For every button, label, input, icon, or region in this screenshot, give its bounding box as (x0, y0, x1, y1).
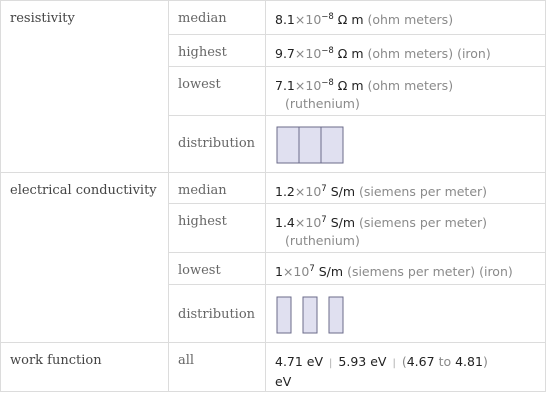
distribution-bar (329, 297, 343, 333)
distribution-bar (277, 297, 291, 333)
property-label-resistivity: resistivity (1, 1, 169, 173)
separator: | (329, 358, 333, 369)
property-label-conductivity: electrical conductivity (1, 173, 169, 343)
sub-label: median (169, 1, 266, 35)
unit-long: (ohm meters) (367, 78, 454, 93)
distribution-cell (266, 116, 546, 173)
exponent: 7 (321, 184, 327, 194)
unit-long: (ohm meters) (367, 46, 454, 61)
value-cell (266, 67, 546, 116)
table-row (1, 173, 546, 204)
sub-label: lowest (169, 253, 266, 285)
exponent: −8 (321, 46, 334, 56)
unit: eV (275, 374, 292, 389)
distribution-bar (277, 127, 299, 163)
separator: | (392, 358, 396, 369)
unit-long: (siemens per meter) (359, 184, 488, 199)
table-row (1, 1, 546, 35)
sub-label: highest (169, 204, 266, 253)
distribution-chart (275, 125, 347, 165)
unit: Ω m (337, 46, 364, 61)
distribution-bar (321, 127, 343, 163)
value-cell (266, 35, 546, 67)
sub-label: all (169, 343, 266, 392)
mantissa: 8.1 (275, 12, 295, 27)
unit: S/m (330, 215, 356, 230)
paren: ) (482, 354, 488, 369)
times-ten: ×10 (294, 46, 322, 61)
sub-label: highest (169, 35, 266, 67)
sub-label: median (169, 173, 266, 204)
exponent: −8 (321, 12, 334, 22)
value-cell (266, 173, 546, 204)
sub-label: lowest (169, 67, 266, 116)
times-ten: ×10 (282, 264, 310, 279)
mantissa: 1 (275, 264, 283, 279)
element-note: (iron) (479, 264, 513, 279)
sub-label: distribution (169, 285, 266, 343)
times-ten: ×10 (294, 215, 322, 230)
element-note: (iron) (457, 46, 491, 61)
range-low: 4.67 (406, 354, 435, 369)
paren: ( (401, 354, 407, 369)
value-cell (266, 343, 546, 392)
value-cell (266, 253, 546, 285)
mantissa: 1.4 (275, 215, 295, 230)
property-label-work-function: work function (1, 343, 169, 392)
value: 4.71 eV (275, 354, 324, 369)
times-ten: ×10 (294, 184, 322, 199)
sub-label: distribution (169, 116, 266, 173)
exponent: 7 (321, 215, 327, 225)
range-to: to (438, 354, 452, 369)
unit-long: (ohm meters) (367, 12, 454, 27)
times-ten: ×10 (294, 12, 322, 27)
element-note: (ruthenium) (285, 233, 360, 248)
unit: Ω m (337, 78, 364, 93)
mantissa: 9.7 (275, 46, 295, 61)
times-ten: ×10 (294, 78, 322, 93)
unit: S/m (330, 184, 356, 199)
element-note: (ruthenium) (285, 96, 360, 111)
distribution-bar (303, 297, 317, 333)
value: 5.93 eV (338, 354, 387, 369)
mantissa: 7.1 (275, 78, 295, 93)
value-cell (266, 1, 546, 35)
unit-long: (siemens per meter) (347, 264, 476, 279)
range-high: 4.81 (455, 354, 483, 369)
distribution-chart (275, 294, 347, 336)
unit-long: (siemens per meter) (359, 215, 488, 230)
exponent: 7 (309, 264, 315, 274)
unit: S/m (318, 264, 344, 279)
table-row (1, 343, 546, 392)
mantissa: 1.2 (275, 184, 295, 199)
exponent: −8 (321, 78, 334, 88)
distribution-bar (299, 127, 321, 163)
distribution-cell (266, 285, 546, 343)
unit: Ω m (337, 12, 364, 27)
value-cell (266, 204, 546, 253)
